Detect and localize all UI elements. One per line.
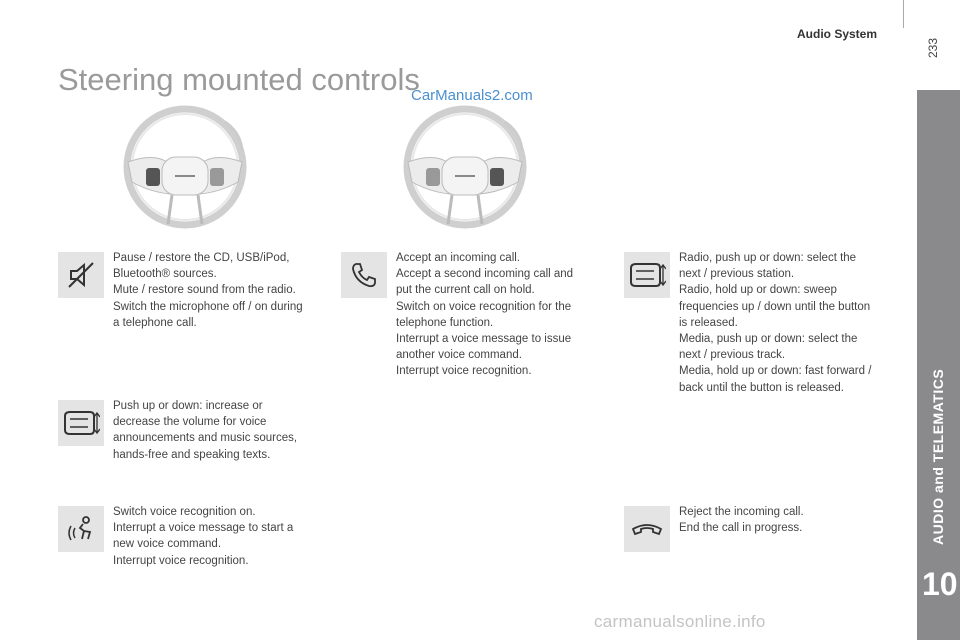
side-tab-label: AUDIO and TELEMATICS (930, 368, 946, 545)
watermark-bottom: carmanualsonline.info (594, 612, 766, 631)
scroll-rocker-icon (624, 252, 670, 298)
desc-line: back until the button is released. (679, 381, 844, 394)
voice-recognition-icon (58, 506, 104, 552)
desc-line: a telephone call. (113, 316, 197, 329)
watermark-top: CarManuals2.com (411, 87, 533, 104)
desc-line: Media, hold up or down: fast forward / (679, 365, 872, 378)
desc-line: Switch the microphone off / on during (113, 300, 303, 313)
control-description-voice (113, 504, 293, 569)
page-number: 233 (926, 37, 940, 58)
desc-line: Accept an incoming call. (396, 252, 521, 264)
desc-line: Interrupt voice recognition. (113, 554, 249, 567)
desc-line: Mute / restore sound from the radio. (113, 284, 296, 297)
desc-line: Switch voice recognition on. (113, 506, 256, 518)
desc-line: Pause / restore the CD, USB/iPod, (113, 252, 290, 264)
phone-accept-icon (341, 252, 387, 298)
control-description-mute (113, 250, 303, 331)
desc-line: Interrupt a voice message to start a (113, 522, 294, 535)
page-title: Steering mounted controls (58, 62, 420, 97)
section-title: Audio System (797, 27, 878, 41)
desc-line: announcements and music sources, (113, 432, 298, 445)
desc-line: next / previous track. (679, 349, 786, 362)
desc-line: another voice command. (396, 349, 522, 362)
control-description-phone-accept (396, 250, 573, 380)
phone-hangup-icon (624, 506, 670, 552)
desc-line: Accept a second incoming call and (396, 268, 574, 281)
steering-wheel-right-illustration (400, 102, 530, 232)
desc-line: Bluetooth® sources. (113, 268, 217, 281)
header-divider (903, 0, 904, 28)
desc-line: is released. (679, 316, 738, 329)
desc-line: End the call in progress. (679, 522, 803, 535)
desc-line: frequencies up / down until the button (679, 300, 871, 313)
desc-line: next / previous station. (679, 268, 795, 281)
volume-rocker-icon (58, 400, 104, 446)
desc-line: decrease the volume for voice (113, 416, 267, 429)
desc-line: Interrupt a voice message to issue (396, 333, 572, 346)
desc-line: Radio, push up or down: select the (679, 252, 857, 264)
steering-wheel-left-illustration (120, 102, 250, 232)
desc-line: new voice command. (113, 538, 222, 551)
chapter-number: 10 (922, 566, 958, 602)
desc-line: Media, push up or down: select the (679, 333, 858, 346)
desc-line: telephone function. (396, 316, 494, 329)
control-description-hangup (679, 504, 804, 536)
desc-line: put the current call on hold. (396, 284, 535, 297)
desc-line: Switch on voice recognition for the (396, 300, 572, 313)
mute-speaker-icon (58, 252, 104, 298)
control-description-volume (113, 398, 297, 463)
side-tab (917, 90, 960, 640)
desc-line: Interrupt voice recognition. (396, 365, 532, 378)
desc-line: Radio, hold up or down: sweep (679, 284, 837, 297)
desc-line: Reject the incoming call. (679, 506, 804, 518)
control-description-scroll (679, 250, 871, 396)
desc-line: Push up or down: increase or (113, 400, 263, 412)
desc-line: hands-free and speaking texts. (113, 448, 271, 461)
